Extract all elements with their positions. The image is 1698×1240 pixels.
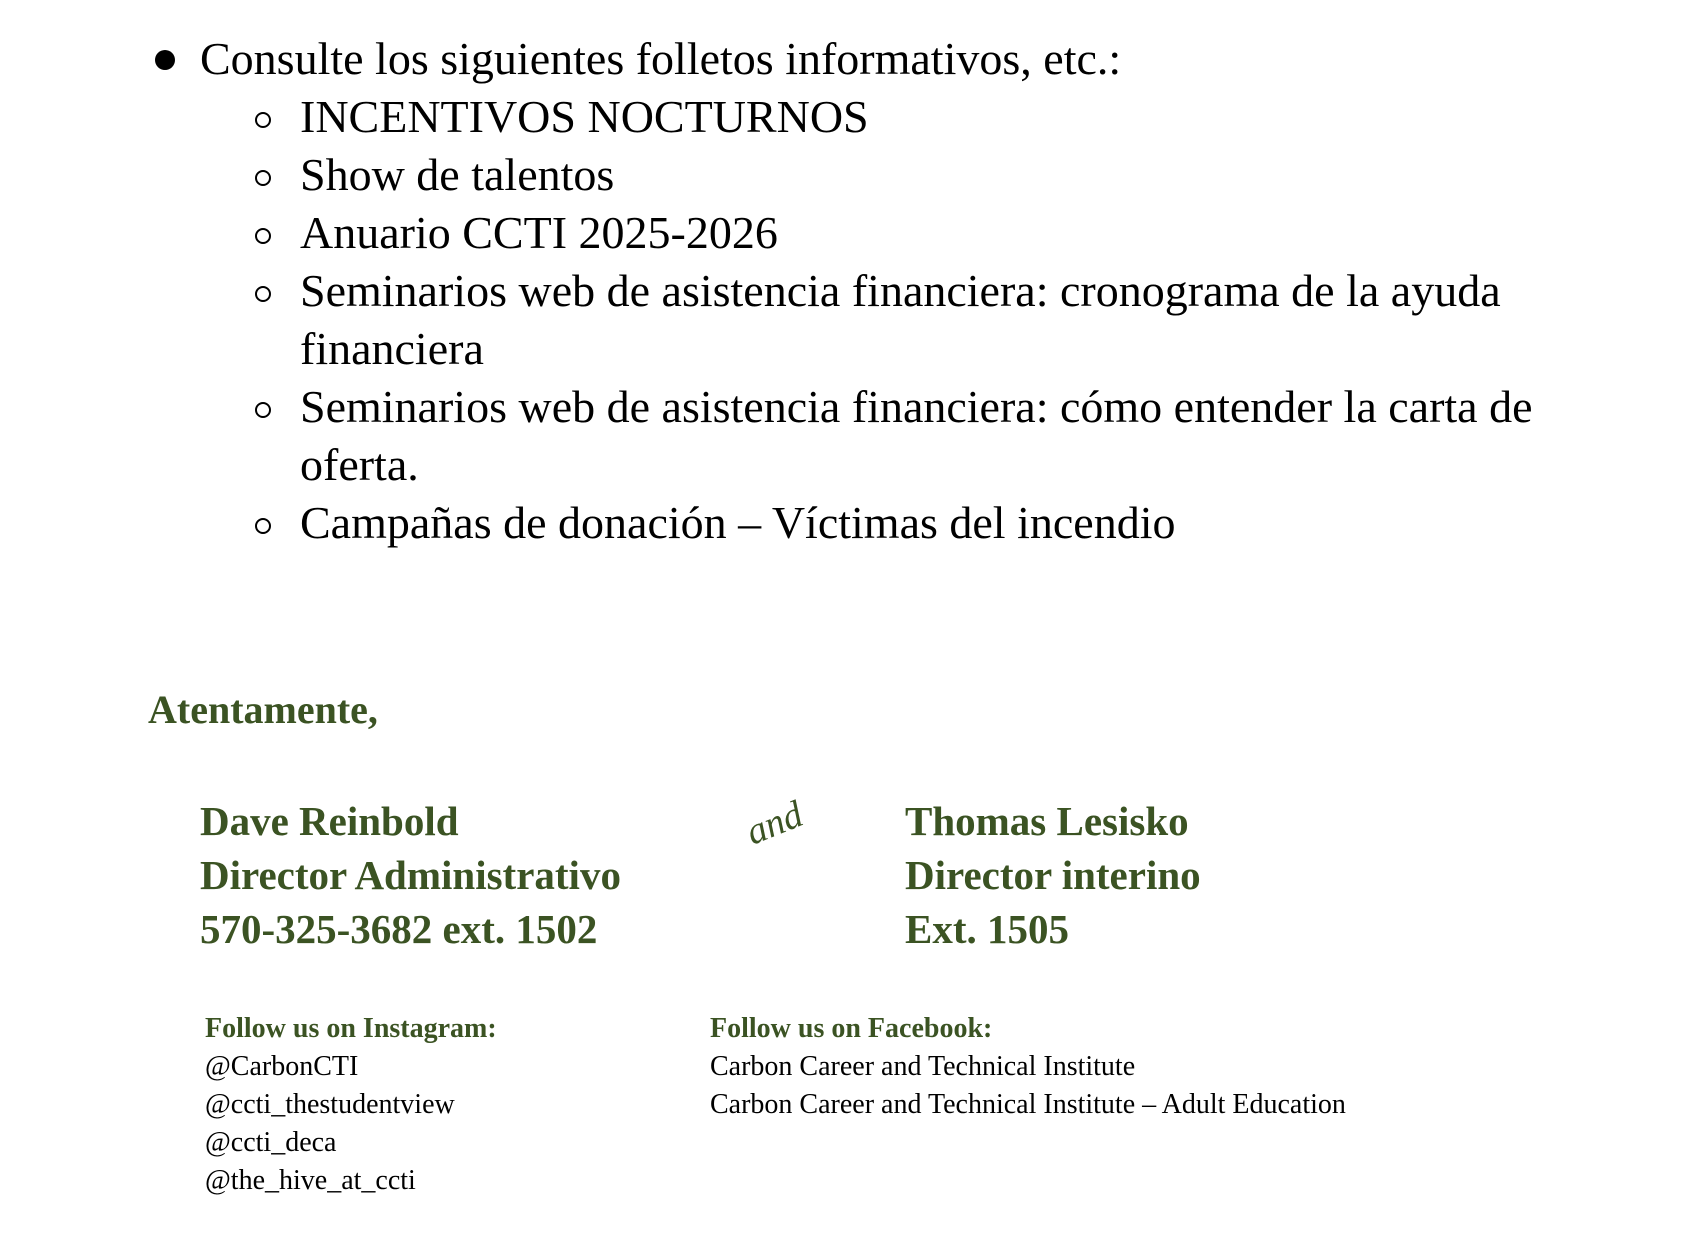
instagram-heading: Follow us on Instagram:	[205, 1013, 497, 1044]
list-item	[250, 262, 1650, 378]
signer-right-name: Thomas Lesisko	[905, 798, 1189, 844]
and-connector: and	[740, 793, 809, 854]
intro-bullet	[150, 30, 1650, 88]
list-item	[250, 146, 1650, 204]
signer-right-phone: Ext. 1505	[905, 906, 1069, 952]
list-item	[250, 204, 1650, 262]
hollow-bullet-icon	[255, 228, 271, 244]
signer-left	[200, 794, 621, 956]
list-item-text: Anuario CCTI 2025-2026	[300, 207, 778, 258]
signer-left-phone: 570-325-3682 ext. 1502	[200, 906, 598, 952]
facebook-heading: Follow us on Facebook:	[710, 1013, 993, 1044]
facebook-block	[710, 1010, 1346, 1124]
list-item	[250, 88, 1650, 146]
instagram-block	[205, 1010, 497, 1200]
list-item-text: Seminarios web de asistencia financiera: cómo entender la carta de oferta.	[300, 381, 1533, 490]
hollow-bullet-icon	[255, 518, 271, 534]
hollow-bullet-icon	[255, 170, 271, 186]
instagram-handle: @the_hive_at_ccti	[205, 1165, 416, 1196]
list-item-text: Show de talentos	[300, 149, 615, 200]
closing-salutation: Atentamente,	[148, 687, 378, 732]
hollow-bullet-icon	[255, 286, 271, 302]
flyer-list-block	[150, 30, 1650, 552]
intro-text: Consulte los siguientes folletos informativos, etc.:	[200, 33, 1122, 84]
signer-left-title: Director Administrativo	[200, 852, 621, 898]
list-item	[250, 378, 1650, 494]
signer-right	[905, 794, 1201, 956]
signer-right-title: Director interino	[905, 852, 1201, 898]
instagram-handle: @ccti_deca	[205, 1127, 337, 1158]
hollow-bullet-icon	[255, 402, 271, 418]
signer-left-name: Dave Reinbold	[200, 798, 459, 844]
list-item-text: INCENTIVOS NOCTURNOS	[300, 91, 869, 142]
list-item-text: Seminarios web de asistencia financiera: cronograma de la ayuda financiera	[300, 265, 1501, 374]
facebook-page: Carbon Career and Technical Institute	[710, 1051, 1136, 1082]
list-item-text: Campañas de donación – Víctimas del incendio	[300, 497, 1176, 548]
hollow-bullet-icon	[255, 112, 271, 128]
bullet-dot-icon	[155, 50, 175, 70]
list-item	[250, 494, 1650, 552]
instagram-handle: @ccti_thestudentview	[205, 1089, 455, 1120]
facebook-page: Carbon Career and Technical Institute – Adult Education	[710, 1089, 1346, 1120]
instagram-handle: @CarbonCTI	[205, 1051, 359, 1082]
flyer-sub-list	[250, 88, 1650, 552]
